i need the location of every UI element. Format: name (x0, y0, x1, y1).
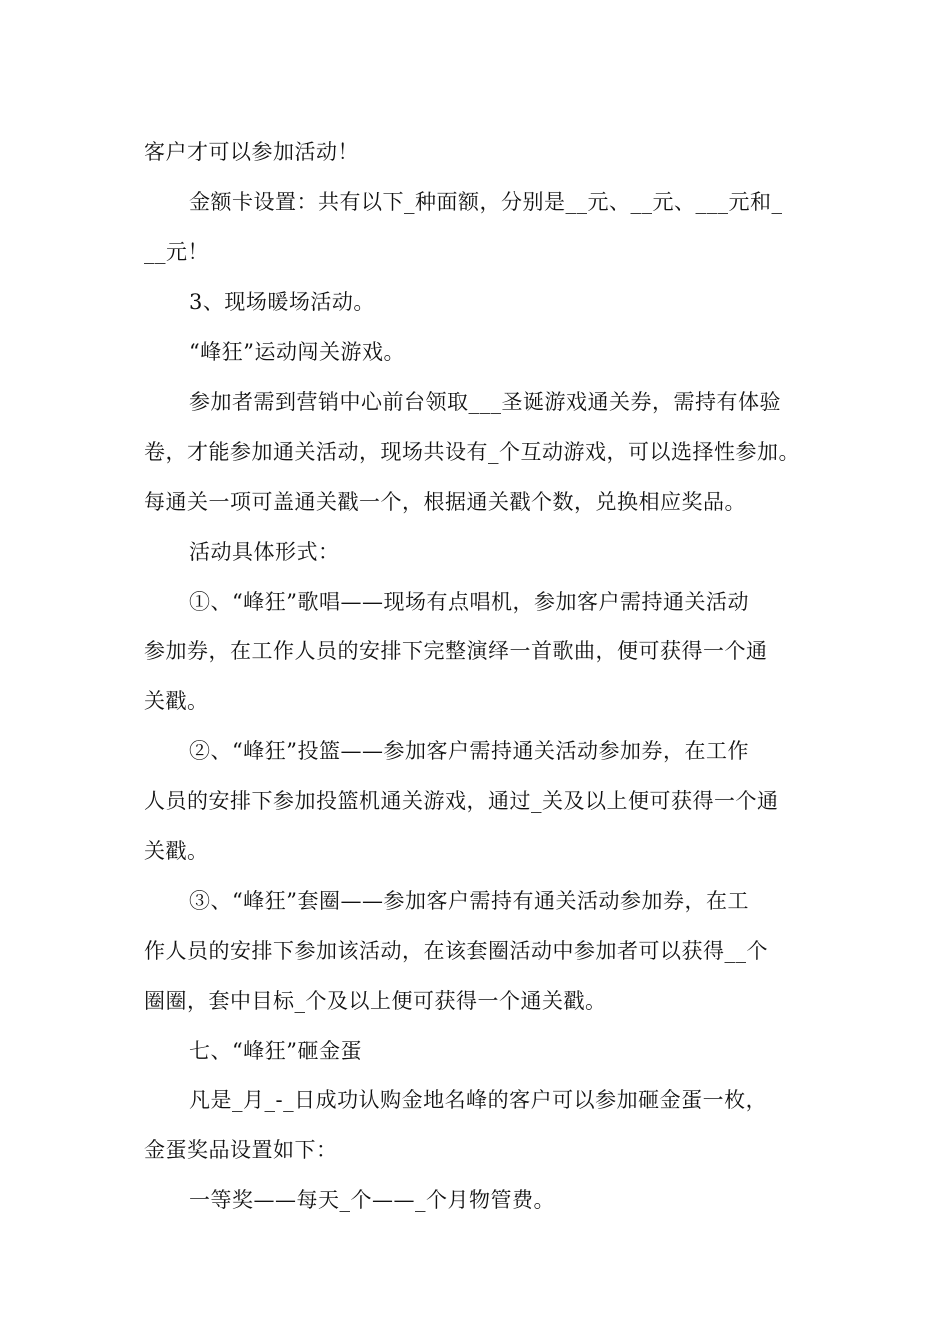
text-line: 金蛋奖品设置如下： (144, 1138, 338, 1162)
text-line: 作人员的安排下参加该活动，在该套圈活动中参加者可以获得__个 (144, 939, 768, 963)
text-line: 凡是_月_-_日成功认购金地名峰的客户可以参加砸金蛋一枚， (189, 1088, 768, 1112)
text-line: 客户才可以参加活动！ (144, 140, 359, 164)
section-heading: 七、“峰狂”砸金蛋 (189, 1039, 362, 1063)
section-heading: 3、现场暖场活动。 (189, 290, 375, 314)
text-line: __元！ (144, 240, 209, 264)
text-line: 活动具体形式： (189, 540, 340, 564)
text-line: “峰狂”运动闯关游戏。 (189, 340, 405, 364)
text-line: 金额卡设置：共有以下_种面额，分别是__元、__元、___元和_ (189, 190, 783, 214)
text-line: 一等奖——每天_个——_个月物管费。 (189, 1188, 555, 1212)
text-line: 圈圈，套中目标_个及以上便可获得一个通关戳。 (144, 989, 607, 1013)
text-line: ③、“峰狂”套圈——参加客户需持有通关活动参加券，在工 (189, 889, 749, 913)
text-line: 人员的安排下参加投篮机通关游戏，通过_关及以上便可获得一个通 (144, 789, 779, 813)
text-line: 参加者需到营销中心前台领取___圣诞游戏通关券，需持有体验 (189, 390, 781, 414)
text-line: ①、“峰狂”歌唱——现场有点唱机，参加客户需持通关活动 (189, 590, 749, 614)
text-line: ②、“峰狂”投篮——参加客户需持通关活动参加券，在工作 (189, 739, 749, 763)
text-line: 每通关一项可盖通关戳一个，根据通关戳个数，兑换相应奖品。 (144, 490, 746, 514)
text-line: 关戳。 (144, 689, 209, 713)
text-line: 关戳。 (144, 839, 209, 863)
text-line: 参加券，在工作人员的安排下完整演绎一首歌曲，便可获得一个通 (144, 639, 768, 663)
text-line: 卷，才能参加通关活动，现场共设有_个互动游戏，可以选择性参加。 (144, 440, 800, 464)
